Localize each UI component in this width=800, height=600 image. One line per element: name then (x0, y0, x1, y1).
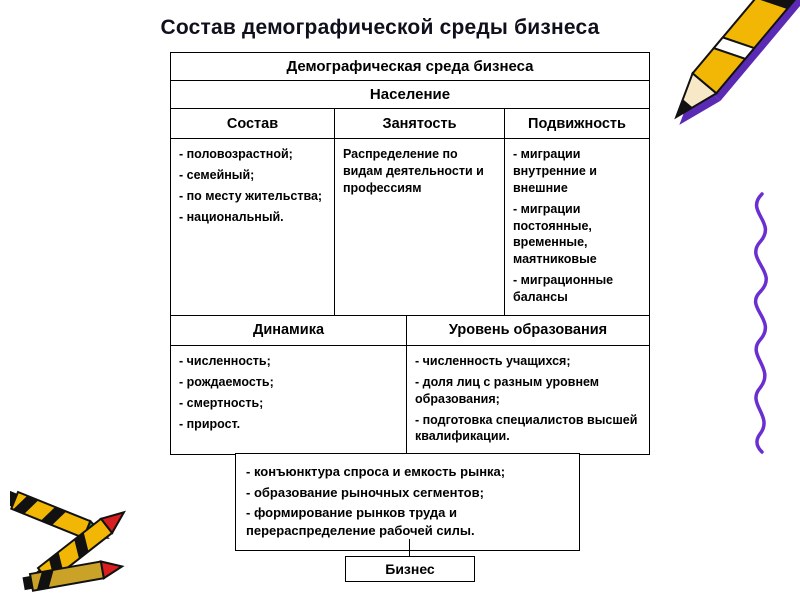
market-outcomes-box (235, 453, 580, 551)
list-item: Распределение по видам деятельности и профессиям (343, 147, 484, 195)
obrazovanie-cell (406, 346, 649, 454)
zanyatost-cell (334, 139, 504, 315)
table-row (171, 53, 649, 80)
table-row (171, 138, 649, 315)
column-head-podvizhnost: Подвижность (504, 109, 649, 138)
list-item: - половозрастной; (179, 147, 293, 161)
list-item: - национальный. (179, 209, 284, 224)
list-item: - подготовка специалистов высшей квалификации. (415, 412, 638, 444)
column-head-sostav: Состав (226, 115, 279, 132)
table-row (171, 108, 649, 138)
list-item: - образование рыночных сегментов; (246, 484, 484, 500)
table-row (171, 345, 649, 454)
list-item: - семейный; (179, 167, 255, 182)
column-head-dinamika: Динамика (252, 322, 325, 339)
business-label: Бизнес (385, 561, 435, 577)
list-item: - рождаемость; (179, 374, 274, 389)
list-item: - по месту жительства; (179, 188, 323, 203)
crayons-icon (10, 450, 180, 595)
squiggle-line-icon (738, 190, 793, 455)
table-row (171, 315, 649, 345)
list-item: - конъюнктура спроса и емкость рынка; (246, 464, 506, 479)
dinamika-cell (171, 346, 406, 454)
connector-line (409, 539, 410, 557)
demography-table (170, 52, 650, 455)
table-header: Демографическая среда бизнеса (286, 58, 534, 75)
business-box (345, 556, 475, 582)
list-item: - миграции внутренние и внешние (513, 147, 597, 195)
population-header: Население (369, 86, 451, 103)
page-title: Состав демографической среды бизнеса (160, 16, 600, 39)
list-item: - формирование рынков труда и перераспределение рабочей силы. (246, 505, 475, 538)
list-item: - численность; (179, 353, 271, 368)
list-item: - миграционные балансы (513, 273, 614, 304)
list-item: - доля лиц с разным уровнем образования; (415, 374, 600, 406)
table-row (171, 80, 649, 108)
list-item: - смертность; (179, 395, 264, 410)
list-item: - численность учащихся; (415, 353, 571, 368)
podvizhnost-cell (504, 139, 649, 315)
list-item: - миграции постоянные, временные, маятниковые (513, 201, 597, 267)
sostav-cell (171, 139, 334, 315)
column-head-zanyatost: Занятость (334, 109, 504, 138)
column-head-obrazovanie: Уровень образования (406, 316, 649, 345)
list-item: - прирост. (179, 416, 241, 431)
